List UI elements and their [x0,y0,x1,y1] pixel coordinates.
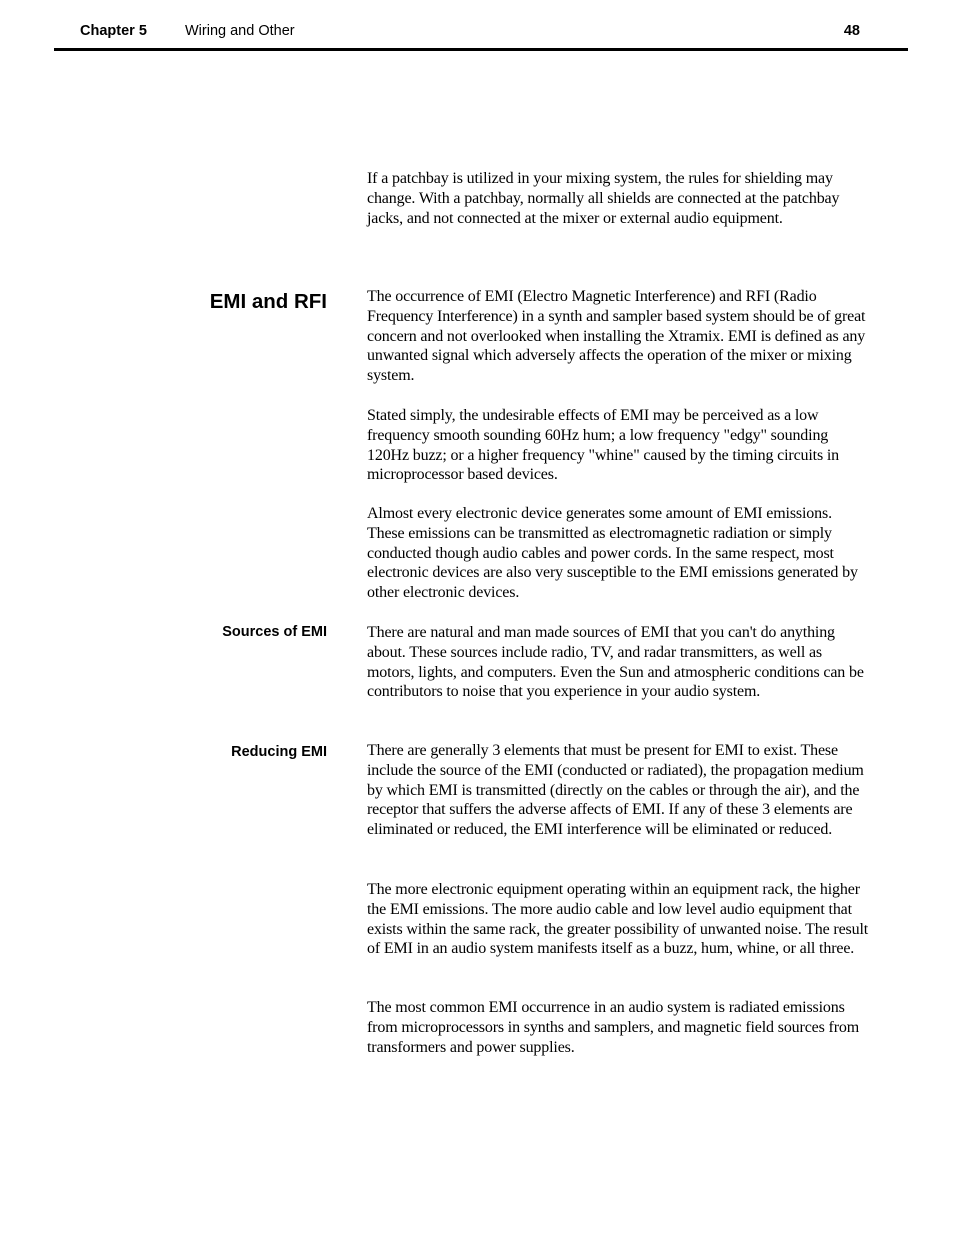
reducing-paragraph-2: The more electronic equipment operating within an equipment rack, the higher the EMI emissions. The more audio cable and low level audio equipment that exists within the same rack, the greater possibility of unwanted noise. The result of EMI in an audio system manifests itself as a buzz, hum, whine, or all three. [367,881,869,958]
emi-rfi-paragraph-1: The occurrence of EMI (Electro Magnetic Interference) and RFI (Radio Frequency Interference) in a synth and sampler based system should be of great concern and not overlooked when installing the Xtramix. EMI is defined as any unwanted signal which adversely affects the operation of the mixer or mixing system. [367,288,866,385]
chapter-title: Wiring and Other [185,23,295,39]
header-divider [54,48,908,51]
emi-rfi-paragraph-3: Almost every electronic device generates some amount of EMI emissions. These emissions can be transmitted as electromagnetic radiation or simply conducted though audio cables and power cords. In the same respect, most electronic devices are also very susceptible to the EMI emissions generated by other electronic devices. [367,505,858,602]
reducing-paragraph-3: The most common EMI occurrence in an audio system is radiated emissions from microprocessors in synths and samplers, and magnetic field sources from transformers and power supplies. [367,999,860,1056]
heading-sources-of-emi: Sources of EMI [222,624,327,640]
sources-paragraph-1: There are natural and man made sources of EMI that you can't do anything about. These sources include radio, TV, and radar transmitters, as well as motors, lights, and computers. Even the Sun and atmospheric conditions can be contributors to noise that you experience in your audio system. [367,624,864,701]
emi-rfi-paragraph-2: Stated simply, the undesirable effects of EMI may be perceived as a low frequency smooth sounding 60Hz hum; a low frequency "edgy" sounding 120Hz buzz; or a higher frequency "whine" caused by the timing circuits in microprocessor based devices. [367,407,840,484]
page-number: 48 [843,23,860,39]
page-header [0,0,954,52]
chapter-label: Chapter 5 [80,23,147,39]
heading-reducing-emi: Reducing EMI [231,744,327,760]
heading-emi-and-rfi: EMI and RFI [209,290,327,313]
reducing-paragraph-1: There are generally 3 elements that must be present for EMI to exist. These include the source of the EMI (conducted or radiated), the propagation medium by which EMI is transmitted (directly on the cables or through the air), and the receptor that suffers the adverse affects of EMI. If any of these 3 elements are eliminated or reduced, the EMI interference will be eliminated or reduced. [367,742,864,839]
intro-paragraph: If a patchbay is utilized in your mixing system, the rules for shielding may change. With a patchbay, normally all shields are connected at the patchbay jacks, and not connected at the mixer or external audio equipment. [367,170,840,227]
